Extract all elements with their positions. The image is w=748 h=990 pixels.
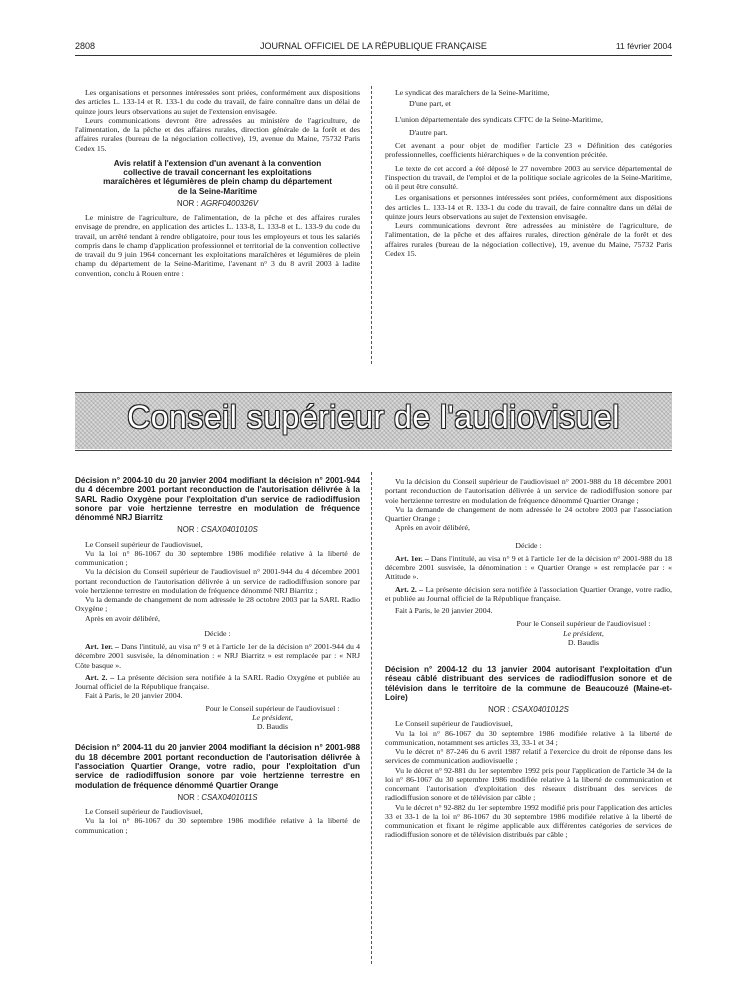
paragraph: Après en avoir délibéré, [85, 613, 160, 623]
paragraph: Cet avenant a pour objet de modifier l'article 23 « Définition des catégories professionnelles, coefficients hiérarchiques » de la convention précitée. [385, 141, 672, 160]
section-title: Conseil supérieur de l'audiovisuel [127, 399, 620, 435]
top-left-column [75, 88, 360, 278]
paragraph: Vu le décret n° 92-881 du 1er septembre 1992 pris pour l'application de l'article 34 de la loi n° 86-1067 du 30 septembre 1986 modifiée relative à la liberté de communication et concernant l'autorisation d'exploitation des réseaux distribuant des services de radiodiffusion sonore et de télévision par câble ; [385, 765, 672, 803]
nor-reference: NOR : CSAX0401010S [177, 525, 258, 535]
signature-line: Pour le Conseil supérieur de l'audiovisuel : [205, 703, 340, 713]
column-divider [371, 472, 372, 964]
paragraph: Vu le décret n° 92-882 du 1er septembre 1992 modifié pris pour l'application des articles 33 et 33-1 de la loi n° 86-1067 du 30 septembre 1986 modifiée relative à la liberté de communication et fixant le régime applicable aux différentes catégories de services de radiodiffusion sonore et de télévision distribués par câble ; [385, 802, 672, 840]
decide-label: Décide : [204, 628, 231, 638]
bottom-right-column [385, 477, 672, 840]
paragraph: Fait à Paris, le 20 janvier 2004. [395, 606, 493, 615]
paragraph: Le Conseil supérieur de l'audiovisuel, [85, 539, 203, 549]
paragraph: Le Conseil supérieur de l'audiovisuel, [395, 719, 513, 729]
paragraph: Le Conseil supérieur de l'audiovisuel, [85, 807, 203, 817]
journal-title: JOURNAL OFFICIEL DE LA RÉPUBLIQUE FRANÇAISE [260, 41, 487, 51]
top-right-column [385, 88, 672, 258]
signature-name: D. Baudis [256, 722, 289, 732]
paragraph: Vu la demande de changement de nom adressée le 24 octobre 2003 par l'association Quartier Orange ; [385, 504, 672, 523]
paragraph: Les organisations et personnes intéressées sont priées, conformément aux dispositions des articles L. 133-14 et R. 133-1 du code du travail, de faire connaître dans un délai de quinze jours leurs observations au sujet de l'extension envisagée. [75, 88, 360, 116]
paragraph: Vu la loi n° 86-1067 du 30 septembre 1986 modifiée relative à la liberté de communication ; [75, 816, 360, 835]
banner-rule-bottom [75, 450, 672, 451]
signature-title: Le président, [563, 628, 604, 638]
paragraph: Le texte de cet accord a été déposé le 27 novembre 2003 au service départemental de l'inspection du travail, de l'emploi et de la politique sociale agricoles de la Seine-Maritime, où il peut être consulté. [385, 163, 672, 191]
paragraph: Leurs communications devront être adressées au ministère de l'agriculture, de l'alimentation, de la pêche et des affaires rurales, direction générale de la forêt et des affaires rurales (bureau de la négociation collective), 19, avenue du Maine, 75732 Paris Cedex 15. [385, 221, 672, 258]
paragraph: D'autre part. [409, 127, 448, 137]
signature-title: Le président, [252, 712, 293, 722]
signature-name: D. Baudis [567, 637, 600, 647]
nor-reference: NOR : CSAX0401012S [488, 705, 569, 715]
decision-heading: Décision n° 2004-12 du 13 janvier 2004 autorisant l'exploitation d'un réseau câblé distribuant des services de radiodiffusion sonore et de télévision dans le territoire de la commune de Beaucouzé (Maine-et-Loire) [385, 665, 672, 702]
paragraph: Vu la loi n° 86-1067 du 30 septembre 1986 modifiée relative à la liberté de communication ; [75, 548, 360, 568]
section-banner [75, 393, 672, 449]
paragraph: D'une part, et [409, 99, 451, 109]
paragraph: Le syndicat des maraîchers de la Seine-Maritime, [395, 88, 550, 97]
article: Art. 1er. – Dans l'intitulé, au visa n° 9 et à l'article 1er de la décision n° 2001-988 du 18 décembre 2001 susvisée, la dénomination : « Quartier Orange » est remplacée par : « Attitude ». [385, 553, 672, 582]
article: Art. 1er. – Dans l'intitulé, au visa n° 9 et à l'article 1er de la décision n° 2001-944 du 4 décembre 2001 susvisée, la dénomination : « NRJ Biarritz » est remplacée par : « NRJ Côte basque ». [75, 642, 361, 670]
decision-heading: Décision n° 2004-11 du 20 janvier 2004 modifiant la décision n° 2001-988 du 18 décembre 2001 portant reconduction de l'autorisation délivrée à l'association Quartier Orange, votre radio, pour l'exploitation d'un service de radiodiffusion sonore par voie hertzienne terrestre en modulation de fréquence dénommé Quartier Orange [75, 743, 360, 790]
article: Art. 2. – La présente décision sera notifiée à la SARL Radio Oxygène et publiée au Journal officiel de la République française. [75, 672, 360, 692]
article: Art. 2. – La présente décision sera notifiée à l'association Quartier Orange, votre radio, et publiée au Journal officiel de la République française. [385, 584, 672, 603]
paragraph: Vu le décret n° 87-246 du 6 avril 1987 relatif à l'exercice du droit de réponse dans les services de communication audiovisuelle ; [385, 747, 672, 766]
paragraph: Vu la loi n° 86-1067 du 30 septembre 1986 modifiée relative à la liberté de communication, notamment ses articles 33, 33-1 et 34 ; [385, 728, 672, 747]
paragraph: Fait à Paris, le 20 janvier 2004. [85, 691, 183, 701]
paragraph: Vu la décision du Conseil supérieur de l'audiovisuel n° 2001-988 du 18 décembre 2001 portant reconduction de l'autorisation délivrée à un service de radiodiffusion sonore par voie hertzienne terrestre en modulation de fréquence dénommé Quartier Orange ; [385, 477, 672, 505]
avis-heading: Avis relatif à l'extension d'un avenant à la convention collective de travail concernant les exploitations maraîchères et légumières de plein champ du département de la Seine-Maritime [103, 158, 332, 196]
header-rule [75, 55, 672, 56]
banner-rule-top [75, 392, 672, 393]
nor-reference: NOR : CSAX0401011S [177, 792, 258, 802]
paragraph: Vu la décision du Conseil supérieur de l'audiovisuel n° 2001-944 du 4 décembre 2001 portant reconduction de l'autorisation délivrée à un service de radiodiffusion sonore par voie hertzienne terrestre en modulation de fréquence dénommé NRJ Biarritz ; [75, 567, 360, 595]
signature-line: Pour le Conseil supérieur de l'audiovisuel : [516, 619, 651, 629]
decision-heading: Décision n° 2004-10 du 20 janvier 2004 modifiant la décision n° 2001-944 du 4 décembre 2001 portant reconduction de l'autorisation délivrée à la SARL Radio Oxygène pour l'exploitation d'un service de radiodiffusion sonore par voie hertzienne terrestre en modulation de fréquence dénommé NRJ Biarritz [75, 476, 360, 523]
nor-reference: NOR : AGRF0400326V [176, 198, 259, 208]
column-divider [371, 86, 372, 364]
page-header [75, 41, 672, 55]
paragraph: L'union départementale des syndicats CFTC de la Seine-Maritime, [395, 114, 603, 124]
paragraph: Le ministre de l'agriculture, de l'alimentation, de la pêche et des affaires rurales envisage de prendre, en application des articles L. 133-8, L. 133-8 et L. 133-9 du code du travail, un arrêté tendant à rendre obligatoire, pour tous les employeurs et tous les salariés compris dans le champ d'application professionnel et territorial de la convention collective de travail du 9 juin 1964 concernant les exploitations maraîchères et légumières de plein champ du département de la Seine-Maritime, l'avenant n° 3 du 8 avril 2003 à ladite convention, conclu à Rouen entre : [75, 213, 360, 278]
paragraph: Après en avoir délibéré, [395, 523, 470, 533]
issue-date: 11 février 2004 [615, 41, 672, 51]
paragraph: Les organisations et personnes intéressées sont priées, conformément aux dispositions des articles L. 133-14 et R. 133-1 du code du travail, de faire connaître dans un délai de quinze jours leurs observations au sujet de l'extension envisagée. [385, 193, 672, 221]
decide-label: Décide : [515, 540, 542, 550]
paragraph: Leurs communications devront être adressées au ministère de l'agriculture, de l'alimentation, de la pêche et des affaires rurales, direction générale de la forêt et des affaires rurales (bureau de la négociation collective), 19, avenue du Maine, 75732 Paris Cedex 15. [75, 115, 360, 153]
page-number: 2808 [75, 41, 96, 51]
bottom-left-column [75, 474, 360, 835]
paragraph: Vu la demande de changement de nom adressée le 28 octobre 2003 par la SARL Radio Oxygène ; [75, 595, 360, 614]
